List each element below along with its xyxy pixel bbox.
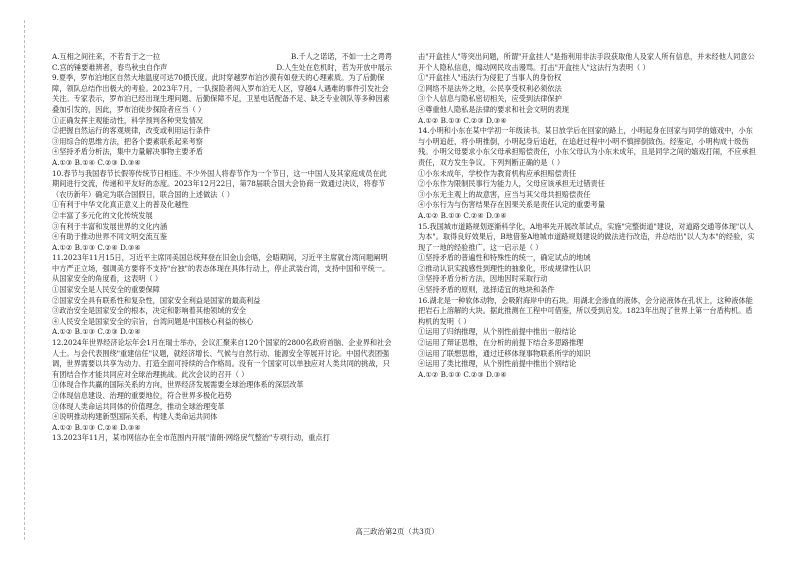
option-text: B.千人之诺诺，不如一士之谔谔 — [290, 52, 392, 61]
text-line: ①国家安全是人民安全的重要保障 — [52, 285, 160, 295]
text-line: ①体现合作共赢的国际关系的方向，世界经济发展需要全球治理体系的深层改革 — [52, 380, 304, 390]
text-line: A.①③ B.①④ C.②③ D.③④ — [52, 157, 141, 167]
option-text: A.互相之间往来，不若肯于之一拉 — [52, 52, 161, 61]
binding-line — [24, 20, 26, 540]
text-line: 13.2023年11月，某市网信办在全市范围内开展"清朗·网络戾气整治"专项行动，重点打 — [52, 433, 330, 443]
text-line — [52, 52, 392, 63]
text-line: 14.小明和小东在某中学初一年级读书。某日放学后在回家的路上，小明起身在回家与同学的嬉戏中，小东与小明追赶，将小明推倒，小明起身后追赶，在追赶过程中小明不慎摔倒致伤。经鉴定，小明构成十级伤残。小明父母要求小东父母承担赔偿责任，小东父母认为小东未成年，且是同学之间的嬉戏打闹，不应承担责任，双方发生争议。下列判断正确的是（ ） — [418, 126, 756, 167]
text-line: A.①② B.①③ C.②④ D.③④ — [52, 422, 141, 432]
text-line: ④坚持矛盾分析法，集中力量解决事物主要矛盾 — [52, 147, 203, 157]
text-line: ③坚持矛盾分析方法，因地因时采取行动 — [418, 274, 548, 284]
option-text: D.人生处在危机时，若为开放中展示 — [276, 62, 392, 72]
text-line: ④坚持矛盾的原则，选择适宜的地块和条件 — [418, 285, 555, 295]
text-line: ④运用了类比推理，从个别性前提中推出个别结论 — [418, 359, 577, 369]
right-column — [418, 52, 758, 380]
text-line: ①有利于中华文化真正意义上的普及化越性 — [52, 200, 189, 210]
text-line: 10.春节与我国春节长假等传统节日相连。不少外国人将春节作为一个节日，这一中国人及其家庭成员在此期间进行交流，传递和平友好的态度。2023年12月22日，第78届联合国大会协商一致通过决议，将春节（农历新年）确定为联合国假日，联合国的上述做法（ ） — [52, 168, 387, 199]
text-line: 15.我国城市道路规划逐渐科学化，A地率先开展改革试点，实施"完整街道"建设，对道路交通等体现"以人为本"。取得良好效果后，B地借鉴A地城市道路规划建设的做法进行改造，并总结出"以人为本"的经验，实现了一地的经验推广。这一启示是（ ） — [418, 221, 755, 252]
text-line — [52, 63, 392, 74]
text-line: ②小东作为限制民事行为能力人，父母应该承担无过错责任 — [418, 179, 605, 189]
text-line: ②丰富了多元化的文化传统发展 — [52, 210, 153, 220]
text-line: ①运用了归纳推理，从个别性前提中推出一般结论 — [418, 327, 577, 337]
text-line: ②推动认识实践感性到理性的抽象化，形成规律性认识 — [418, 263, 591, 273]
text-line: ②网络不是法外之地，公民享受权利必须依法 — [418, 83, 562, 93]
text-line: A.①② B.①③ C.②③ D.②④ — [52, 327, 141, 337]
text-line: ③政治安全是国家安全的根本，决定和影响着其他领域的安全 — [52, 306, 247, 316]
text-line: ③用综合的思维方法，把各个要素联系起来考察 — [52, 136, 203, 146]
text-line: 击"开盒挂人"等突出问题，所谓"开盒挂人"是指利用非法手段获取他人及家人所有信息，并未经他人同意公开个人隐私信息，煽动网民攻击谩骂。打击"开盒挂人"这法行为表明（ ） — [418, 52, 755, 72]
text-line: ①小东未成年，学校作为教育机构应承担赔偿责任 — [418, 168, 577, 178]
text-line: 12.2024年世界经济论坛年会1月在瑞士举办，会议汇聚来自120个国家的2800名政府首脑、企业界和社会人士。与会代表围绕"重建信任"议题，就经济增长、气候与自然行动、能源安全等展开讨论。中国代表团强调，世界需要以共享为动力、打造全面可持续的合作格局。没有一个国家可以单独应对人类共同的挑战，只有团结合作才能共同应对全球治理挑战。此次会议的召开（ ） — [52, 338, 392, 379]
text-line: 11.2023年11月15日，习近平主席同美国总统拜登在旧金山会晤，会晤期间，习近平主席就台湾问题阐明中方严正立场，强调美方要将不支持"台独"的表态体现在具体行动上，停止武装台湾，支持中国和平统一。从国家安全的角度看，这表明（ ） — [52, 253, 390, 284]
text-line: ②运用了辩证思维，在分析的前提下结合多思路推理 — [418, 338, 584, 348]
text-line: ③小东无主观上的故意害，应当与其父母共担赔偿责任 — [418, 189, 591, 199]
text-line: ④尊重他人隐私是法律的要求和社会文明的表现 — [418, 104, 569, 114]
text-line: A.①② B.①③ C.②④ D.③④ — [52, 242, 141, 252]
text-line: ④小东行为与伤害结果存在因果关系是责任认定的重要考量 — [418, 200, 605, 210]
left-column — [52, 52, 392, 444]
text-line: ④有助于推动世界不同文明交流互鉴 — [52, 232, 168, 242]
text-line: ③个人信息与隐私密切相关，应受到法律保护 — [418, 94, 562, 104]
text-line: ①坚持矛盾的普遍性和特殊性的统一，确定试点的地域 — [418, 253, 591, 263]
text-line: 16.湖北是一种软体动物，会吸附海岸中的石块。用湖北会渗血的液体，会分泌液体在孔状上，这种液体能把岩石上溶解的大块。据此推测在工程中可借鉴，所以受到启发。1823年出现了世界上第一台盾构机。盾构机的发明（ ） — [418, 295, 753, 326]
text-line: A.①② B.①③ C.②③ D.③④ — [418, 369, 507, 379]
text-line: A.①② B.①③ C.②③ D.③④ — [418, 115, 507, 125]
text-line: A.①② B.①③ C.②④ D.③④ — [418, 210, 507, 220]
page-footer: 高三政治第2页（共3页） — [355, 527, 439, 536]
text-line: ③运用了联想思维，通过迁移体现事物联系所学的知识 — [418, 348, 591, 358]
text-line: ②国家安全具有联系性和复杂性，国家安全利益是国家的最高利益 — [52, 295, 261, 305]
text-line: ②体现信息建设、治理的重要地位，符合世界多极化趋势 — [52, 391, 232, 400]
text-line: ③体现人类命运共同体的价值理念，推动全球治理变革 — [52, 401, 225, 411]
text-line: ④说明推动构建新型国际关系，构建人类命运共同体 — [52, 412, 218, 422]
text-line: ①正确发挥主观能动性，科学预判各种突发情况 — [52, 115, 203, 125]
text-line: ④人民安全是国家安全的宗旨，台湾问题是中国核心利益的核心 — [52, 316, 254, 326]
text-line: ③有利于丰富和发展世界的文化内涵 — [52, 221, 168, 231]
text-line: ②把握自然运行的客观规律，改变或利用运行条件 — [52, 126, 211, 136]
option-text: C.宫的锤要难辨者，春鸟秋虫自作声 — [52, 62, 168, 72]
text-line: ①"开盒挂人"违法行为侵犯了当事人的身份权 — [418, 73, 562, 83]
text-line: 9.夏季，罗布泊地区自然大地温度可达70摄氏度。此时穿越罗布泊沙漠有如登天的心理素质。为了后勤保障，领队总结作出极大的考验。2023年7月，一队探险者闯入罗布泊无人区，穿越4人遇难的事件引发社会关注。专家表示，罗布泊已经出现生理问题、后勤保障不足，卫星电话配备不足、缺乏专业领队等多种因素叠加引发的，因此，罗布泊徒步探险者应当（ ） — [52, 73, 390, 114]
